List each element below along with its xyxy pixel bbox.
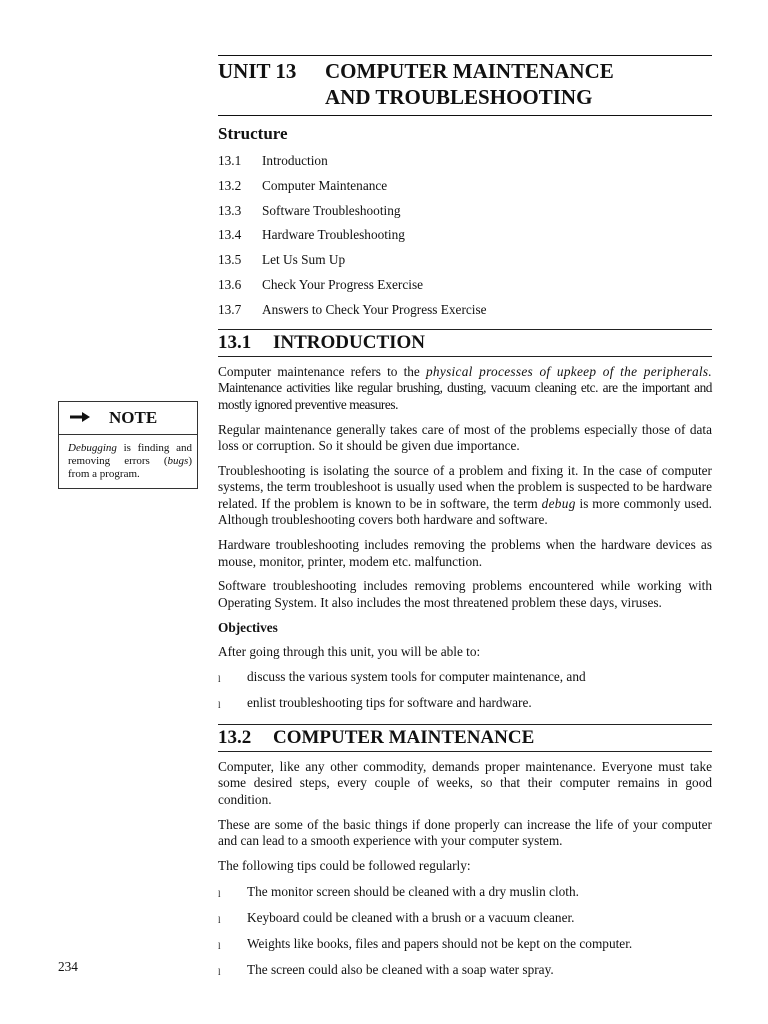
emphasis-text: physical processes of upkeep of the peripherals.	[425, 364, 712, 379]
tip-item	[218, 962, 712, 978]
toc-item[interactable]	[218, 300, 487, 325]
objective-item	[218, 669, 712, 685]
tip-text: The screen could also be cleaned with a soap water spray.	[247, 962, 554, 978]
text-run: ) from a program.	[68, 455, 192, 480]
objective-item	[218, 695, 712, 711]
bullet-mark: l	[218, 967, 221, 978]
arrow-right-icon	[69, 408, 93, 428]
tip-text: Weights like books, files and papers should not be kept on the computer.	[247, 936, 633, 952]
tip-item	[218, 910, 712, 926]
tip-item	[218, 884, 712, 900]
sec1-number: 13.1	[218, 332, 252, 353]
emphasis-text: debug	[541, 495, 576, 511]
note-term: Debugging	[68, 442, 117, 454]
toc-label: Software Troubleshooting	[262, 202, 401, 218]
tip-text: Keyboard could be cleaned with a brush or a vacuum cleaner.	[247, 910, 575, 926]
toc-item[interactable]	[218, 250, 487, 275]
note-heading: NOTE	[109, 408, 158, 427]
objective-text: discuss the various system tools for computer maintenance, and	[247, 669, 586, 685]
structure-heading: Structure	[218, 124, 288, 143]
sec2-bottom-rule	[218, 751, 712, 752]
bullet-mark: l	[218, 889, 221, 900]
unit-title-line1: COMPUTER MAINTENANCE	[325, 59, 614, 83]
sec2-heading	[218, 727, 534, 749]
toc-item[interactable]	[218, 151, 487, 176]
unit-title-line2: AND TROUBLESHOOTING	[325, 85, 593, 109]
bullet-mark: l	[218, 941, 221, 952]
sec2-number: 13.2	[218, 727, 252, 748]
text-run: is more commonly used. Although troubleshooting covers both hardware and software.	[218, 495, 712, 528]
text-run: Maintenance activities like regular brushing, dusting, vacuum cleaning etc. are the important and mostly ignored preventive measures.	[218, 380, 712, 412]
toc-item[interactable]	[218, 176, 487, 201]
text-run: is finding and removing errors (	[68, 442, 192, 467]
toc-item[interactable]	[218, 225, 487, 250]
note-bugs: bugs	[167, 455, 189, 467]
toc-num: 13.6	[218, 276, 242, 292]
objective-text: enlist troubleshooting tips for software and hardware.	[247, 695, 532, 710]
toc-label: Let Us Sum Up	[262, 252, 346, 268]
tip-item	[218, 936, 712, 952]
sec1-heading	[218, 332, 425, 354]
sec1-paragraph: Hardware troubleshooting includes removing the problems when the hardware devices as mouse, monitor, printer, modem etc. malfunction.	[218, 537, 712, 569]
toc-num: 13.7	[218, 301, 242, 317]
sec1-paragraph: Regular maintenance generally takes care of most of the problems especially those of data loss or corruption. So it should be given due importance.	[218, 421, 712, 454]
unit-title	[218, 58, 712, 110]
toc-num: 13.2	[218, 177, 242, 193]
sec2-paragraph: The following tips could be followed regularly:	[218, 858, 471, 874]
page-number: 234	[58, 959, 78, 974]
sec2-paragraph: Computer, like any other commodity, demands proper maintenance. Everyone must take some desired steps, every couple of weeks, so that their computer remains in good condition.	[218, 759, 712, 807]
bullet-mark: l	[218, 700, 221, 710]
note-header	[59, 402, 197, 435]
toc-num: 13.4	[218, 227, 242, 243]
sec1-paragraph: Software troubleshooting includes removing problems encountered while working with Operating System. It also includes the most threatened problem these days, viruses.	[218, 578, 712, 610]
toc-item[interactable]	[218, 201, 487, 226]
sec2-paragraph: These are some of the basic things if done properly can increase the life of your computer and can lead to a smooth experience with your computer system.	[218, 816, 712, 849]
objectives-intro: After going through this unit, you will be able to:	[218, 644, 481, 660]
toc-num: 13.1	[218, 153, 242, 168]
note-box	[58, 401, 198, 489]
toc-label: Hardware Troubleshooting	[262, 227, 405, 243]
toc-item[interactable]	[218, 275, 487, 300]
toc-label: Check Your Progress Exercise	[262, 276, 424, 292]
text-run: Computer maintenance refers to the	[218, 364, 426, 379]
bullet-mark: l	[218, 674, 221, 685]
text-run: Troubleshooting is isolating the source of a problem and fixing it. In the case of computer systems, the term troubleshoot is usually used when the problem is suspected to be hardware related. If the problem is known to be in software, the term	[218, 463, 712, 511]
structure-list	[218, 151, 487, 325]
tip-text: The monitor screen should be cleaned with a dry muslin cloth.	[247, 884, 579, 900]
sec1-top-rule	[218, 329, 712, 330]
sec1-bottom-rule	[218, 356, 712, 357]
unit-number: UNIT 13	[218, 59, 297, 83]
note-text	[59, 435, 197, 481]
toc-label: Introduction	[262, 153, 328, 168]
title-top-rule	[218, 55, 712, 56]
toc-num: 13.5	[218, 252, 242, 268]
toc-label: Computer Maintenance	[262, 177, 388, 193]
toc-label: Answers to Check Your Progress Exercise	[262, 301, 487, 317]
sec1-title: INTRODUCTION	[273, 332, 426, 353]
title-bottom-rule	[218, 115, 712, 116]
sec1-paragraph	[218, 463, 712, 529]
objectives-heading: Objectives	[218, 619, 278, 635]
sec1-paragraph	[218, 364, 712, 413]
bullet-mark: l	[218, 915, 221, 926]
sec2-title: COMPUTER MAINTENANCE	[273, 727, 535, 748]
sec2-top-rule	[218, 724, 712, 725]
sec2-body	[218, 759, 712, 988]
sec1-body	[218, 364, 712, 721]
toc-num: 13.3	[218, 202, 242, 218]
